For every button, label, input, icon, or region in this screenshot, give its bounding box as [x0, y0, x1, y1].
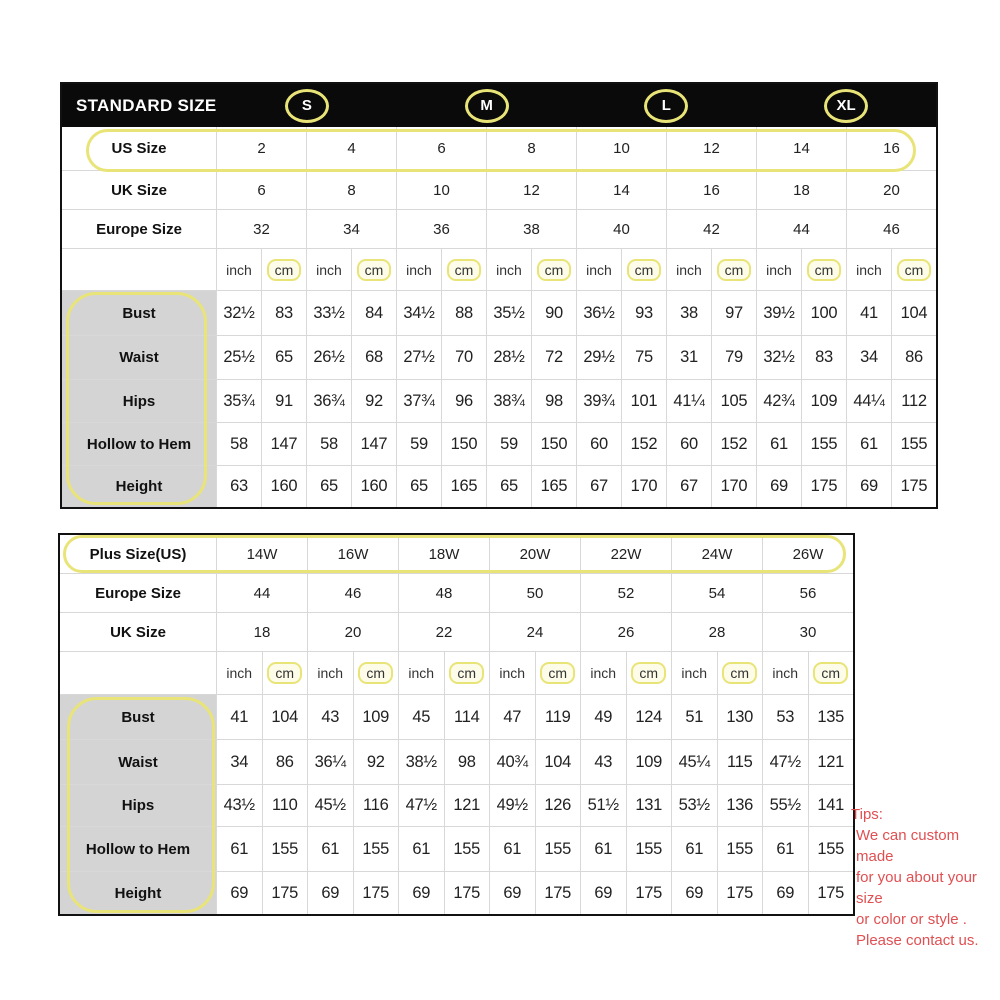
measurement-value: 121: [809, 740, 854, 784]
measurement-value: 114: [445, 695, 490, 739]
measurement-label: Height: [60, 872, 216, 914]
measurement-value: 175: [445, 872, 490, 914]
size-value: 42: [667, 210, 756, 248]
measurement-value: 98: [445, 740, 490, 784]
size-value: 26W: [763, 535, 853, 573]
size-value: 24: [490, 613, 580, 651]
measurement-label: Waist: [62, 336, 216, 379]
measurement-value: 83: [802, 336, 846, 379]
unit-cm: [263, 652, 308, 694]
unit-cm: [809, 652, 854, 694]
measurement-value: 155: [263, 827, 308, 871]
size-value: 14: [577, 171, 666, 209]
measurement-value: 104: [892, 291, 936, 335]
measurement-value: 75: [622, 336, 666, 379]
measurement-value: 116: [354, 785, 399, 826]
unit-inch: inch: [577, 249, 621, 290]
measurement-value: 152: [622, 423, 666, 465]
measurement-value: 69: [847, 466, 891, 507]
measurement-value: 53½: [672, 785, 717, 826]
plus-size-table: [58, 533, 855, 916]
size-badge-row: [217, 89, 936, 123]
measurement-value: 35¾: [217, 380, 261, 422]
measurement-value: 45: [399, 695, 444, 739]
measurement-value: 39½: [757, 291, 801, 335]
size-badge-l: L: [644, 89, 688, 123]
measurement-value: 92: [354, 740, 399, 784]
size-value: 12: [667, 127, 756, 170]
standard-table-header: [62, 84, 936, 127]
measurement-value: 49: [581, 695, 626, 739]
measurement-label: Hips: [60, 785, 216, 826]
measurement-value: 105: [712, 380, 756, 422]
size-value: 20W: [490, 535, 580, 573]
measurement-value: 131: [627, 785, 672, 826]
cm-highlight-badge: cm: [813, 662, 848, 684]
size-value: 22W: [581, 535, 671, 573]
measurement-value: 53: [763, 695, 808, 739]
unit-cm: [892, 249, 936, 290]
size-value: 4: [307, 127, 396, 170]
row-label: US Size: [62, 127, 216, 170]
measurement-value: 40¾: [490, 740, 535, 784]
measurement-value: 165: [532, 466, 576, 507]
measurement-value: 147: [352, 423, 396, 465]
tips-line: Please contact us.: [856, 932, 979, 949]
measurement-value: 91: [262, 380, 306, 422]
cm-highlight-badge: cm: [717, 259, 752, 281]
measurement-value: 67: [667, 466, 711, 507]
measurement-value: 112: [892, 380, 936, 422]
measurement-value: 59: [487, 423, 531, 465]
cm-highlight-badge: cm: [267, 259, 302, 281]
measurement-value: 155: [354, 827, 399, 871]
size-value: 14W: [217, 535, 307, 573]
measurement-value: 34½: [397, 291, 441, 335]
measurement-value: 126: [536, 785, 581, 826]
size-value: 52: [581, 574, 671, 612]
measurement-value: 34: [847, 336, 891, 379]
measurement-value: 61: [217, 827, 262, 871]
measurement-value: 155: [536, 827, 581, 871]
measurement-value: 175: [263, 872, 308, 914]
measurement-value: 175: [536, 872, 581, 914]
measurement-value: 60: [577, 423, 621, 465]
measurement-value: 135: [809, 695, 854, 739]
size-value: 18: [217, 613, 307, 651]
unit-inch: inch: [672, 652, 717, 694]
row-label: [60, 652, 216, 694]
measurement-value: 60: [667, 423, 711, 465]
measurement-value: 68: [352, 336, 396, 379]
measurement-value: 101: [622, 380, 666, 422]
cm-highlight-badge: cm: [540, 662, 575, 684]
size-value: 30: [763, 613, 853, 651]
measurement-value: 41¼: [667, 380, 711, 422]
size-value: 20: [847, 171, 936, 209]
measurement-value: 44¼: [847, 380, 891, 422]
unit-cm: [622, 249, 666, 290]
measurement-value: 155: [445, 827, 490, 871]
measurement-value: 175: [354, 872, 399, 914]
measurement-value: 41: [217, 695, 262, 739]
unit-inch: inch: [847, 249, 891, 290]
measurement-value: 160: [352, 466, 396, 507]
measurement-value: 69: [757, 466, 801, 507]
unit-inch: inch: [307, 249, 351, 290]
size-badge-xl: XL: [824, 89, 868, 123]
row-label: UK Size: [62, 171, 216, 209]
measurement-value: 88: [442, 291, 486, 335]
size-value: 44: [757, 210, 846, 248]
size-value: 46: [847, 210, 936, 248]
unit-inch: inch: [757, 249, 801, 290]
unit-inch: inch: [581, 652, 626, 694]
measurement-value: 27½: [397, 336, 441, 379]
measurement-value: 47: [490, 695, 535, 739]
measurement-value: 86: [892, 336, 936, 379]
cm-highlight-badge: cm: [358, 662, 393, 684]
measurement-value: 155: [802, 423, 846, 465]
measurement-value: 39¾: [577, 380, 621, 422]
measurement-value: 43: [308, 695, 353, 739]
measurement-label: Height: [62, 466, 216, 507]
measurement-value: 61: [399, 827, 444, 871]
measurement-value: 152: [712, 423, 756, 465]
unit-inch: inch: [217, 249, 261, 290]
measurement-value: 35½: [487, 291, 531, 335]
measurement-value: 175: [802, 466, 846, 507]
cm-highlight-badge: cm: [537, 259, 572, 281]
measurement-value: 72: [532, 336, 576, 379]
measurement-value: 93: [622, 291, 666, 335]
measurement-value: 160: [262, 466, 306, 507]
unit-inch: inch: [490, 652, 535, 694]
measurement-value: 67: [577, 466, 621, 507]
size-value: 2: [217, 127, 306, 170]
tips-line: We can custom made: [856, 827, 960, 865]
size-badge-s: S: [285, 89, 329, 123]
unit-cm: [354, 652, 399, 694]
standard-size-title: STANDARD SIZE: [76, 95, 217, 115]
measurement-value: 104: [263, 695, 308, 739]
measurement-label: Bust: [62, 291, 216, 335]
measurement-value: 84: [352, 291, 396, 335]
size-value: 16W: [308, 535, 398, 573]
measurement-value: 115: [718, 740, 763, 784]
measurement-value: 150: [442, 423, 486, 465]
measurement-value: 26½: [307, 336, 351, 379]
unit-cm: [262, 249, 306, 290]
measurement-value: 69: [217, 872, 262, 914]
measurement-value: 170: [622, 466, 666, 507]
measurement-value: 109: [354, 695, 399, 739]
tips-line: for you about your size: [856, 869, 977, 907]
row-label: Europe Size: [60, 574, 216, 612]
measurement-value: 36¾: [307, 380, 351, 422]
measurement-value: 104: [536, 740, 581, 784]
measurement-value: 49½: [490, 785, 535, 826]
measurement-value: 175: [627, 872, 672, 914]
measurement-value: 43½: [217, 785, 262, 826]
measurement-value: 61: [490, 827, 535, 871]
cm-highlight-badge: cm: [627, 259, 662, 281]
unit-cm: [627, 652, 672, 694]
measurement-value: 28½: [487, 336, 531, 379]
size-value: 48: [399, 574, 489, 612]
measurement-value: 130: [718, 695, 763, 739]
cm-highlight-badge: cm: [449, 662, 484, 684]
measurement-value: 165: [442, 466, 486, 507]
measurement-value: 65: [487, 466, 531, 507]
row-label: [62, 249, 216, 290]
size-value: 16: [667, 171, 756, 209]
size-value: 10: [397, 171, 486, 209]
measurement-value: 63: [217, 466, 261, 507]
measurement-value: 61: [308, 827, 353, 871]
measurement-value: 61: [581, 827, 626, 871]
measurement-value: 96: [442, 380, 486, 422]
measurement-value: 90: [532, 291, 576, 335]
size-value: 50: [490, 574, 580, 612]
unit-cm: [445, 652, 490, 694]
measurement-value: 34: [217, 740, 262, 784]
measurement-value: 69: [581, 872, 626, 914]
measurement-value: 29½: [577, 336, 621, 379]
cm-highlight-badge: cm: [807, 259, 842, 281]
measurement-value: 42¾: [757, 380, 801, 422]
size-value: 32: [217, 210, 306, 248]
measurement-value: 155: [892, 423, 936, 465]
measurement-value: 69: [763, 872, 808, 914]
measurement-value: 38¾: [487, 380, 531, 422]
measurement-value: 170: [712, 466, 756, 507]
measurement-value: 47½: [763, 740, 808, 784]
measurement-value: 70: [442, 336, 486, 379]
unit-cm: [442, 249, 486, 290]
cm-highlight-badge: cm: [722, 662, 757, 684]
measurement-value: 150: [532, 423, 576, 465]
measurement-value: 58: [307, 423, 351, 465]
measurement-value: 109: [627, 740, 672, 784]
measurement-value: 38: [667, 291, 711, 335]
measurement-value: 41: [847, 291, 891, 335]
tips-title: Tips:: [851, 806, 883, 823]
measurement-value: 98: [532, 380, 576, 422]
standard-table-grid: [62, 127, 936, 507]
measurement-value: 51½: [581, 785, 626, 826]
cm-highlight-badge: cm: [267, 662, 302, 684]
measurement-value: 69: [490, 872, 535, 914]
measurement-value: 175: [718, 872, 763, 914]
size-value: 40: [577, 210, 666, 248]
measurement-value: 124: [627, 695, 672, 739]
measurement-value: 175: [892, 466, 936, 507]
measurement-value: 121: [445, 785, 490, 826]
row-label: Plus Size(US): [60, 535, 216, 573]
plus-table-grid: [60, 535, 853, 914]
measurement-label: Waist: [60, 740, 216, 784]
measurement-value: 45½: [308, 785, 353, 826]
measurement-value: 69: [672, 872, 717, 914]
size-value: 38: [487, 210, 576, 248]
size-value: 54: [672, 574, 762, 612]
tips-note: [851, 804, 997, 951]
unit-inch: inch: [308, 652, 353, 694]
measurement-value: 32½: [757, 336, 801, 379]
unit-cm: [352, 249, 396, 290]
measurement-value: 32½: [217, 291, 261, 335]
measurement-value: 65: [397, 466, 441, 507]
measurement-value: 61: [757, 423, 801, 465]
size-value: 6: [217, 171, 306, 209]
measurement-value: 55½: [763, 785, 808, 826]
unit-cm: [802, 249, 846, 290]
measurement-value: 69: [308, 872, 353, 914]
measurement-value: 69: [399, 872, 444, 914]
size-value: 36: [397, 210, 486, 248]
measurement-value: 147: [262, 423, 306, 465]
measurement-value: 45¼: [672, 740, 717, 784]
cm-highlight-badge: cm: [447, 259, 482, 281]
measurement-value: 33½: [307, 291, 351, 335]
row-label: Europe Size: [62, 210, 216, 248]
measurement-value: 86: [263, 740, 308, 784]
size-value: 18: [757, 171, 846, 209]
unit-inch: inch: [399, 652, 444, 694]
measurement-label: Hollow to Hem: [60, 827, 216, 871]
unit-cm: [718, 652, 763, 694]
size-value: 12: [487, 171, 576, 209]
tips-line: or color or style .: [856, 911, 967, 928]
measurement-value: 79: [712, 336, 756, 379]
size-value: 56: [763, 574, 853, 612]
unit-inch: inch: [763, 652, 808, 694]
measurement-value: 65: [307, 466, 351, 507]
measurement-value: 110: [263, 785, 308, 826]
measurement-value: 25½: [217, 336, 261, 379]
measurement-value: 38½: [399, 740, 444, 784]
size-value: 14: [757, 127, 846, 170]
measurement-value: 43: [581, 740, 626, 784]
size-value: 8: [307, 171, 396, 209]
unit-cm: [712, 249, 756, 290]
measurement-value: 97: [712, 291, 756, 335]
unit-inch: inch: [217, 652, 262, 694]
unit-cm: [536, 652, 581, 694]
standard-size-table: [60, 82, 938, 509]
cm-highlight-badge: cm: [897, 259, 932, 281]
measurement-value: 136: [718, 785, 763, 826]
measurement-label: Bust: [60, 695, 216, 739]
measurement-value: 109: [802, 380, 846, 422]
measurement-value: 155: [627, 827, 672, 871]
measurement-label: Hips: [62, 380, 216, 422]
size-value: 34: [307, 210, 396, 248]
size-value: 46: [308, 574, 398, 612]
measurement-value: 58: [217, 423, 261, 465]
size-value: 22: [399, 613, 489, 651]
measurement-value: 59: [397, 423, 441, 465]
cm-highlight-badge: cm: [631, 662, 666, 684]
size-value: 20: [308, 613, 398, 651]
size-value: 6: [397, 127, 486, 170]
measurement-value: 119: [536, 695, 581, 739]
size-value: 10: [577, 127, 666, 170]
unit-inch: inch: [487, 249, 531, 290]
size-value: 8: [487, 127, 576, 170]
size-value: 44: [217, 574, 307, 612]
measurement-value: 36¼: [308, 740, 353, 784]
measurement-value: 31: [667, 336, 711, 379]
measurement-value: 36½: [577, 291, 621, 335]
row-label: UK Size: [60, 613, 216, 651]
unit-inch: inch: [667, 249, 711, 290]
size-badge-m: M: [465, 89, 509, 123]
measurement-value: 51: [672, 695, 717, 739]
size-value: 28: [672, 613, 762, 651]
measurement-value: 61: [847, 423, 891, 465]
measurement-value: 100: [802, 291, 846, 335]
measurement-value: 83: [262, 291, 306, 335]
measurement-value: 175: [809, 872, 854, 914]
measurement-value: 155: [809, 827, 854, 871]
cm-highlight-badge: cm: [357, 259, 392, 281]
size-value: 24W: [672, 535, 762, 573]
measurement-value: 37¾: [397, 380, 441, 422]
size-value: 26: [581, 613, 671, 651]
size-value: 18W: [399, 535, 489, 573]
measurement-value: 47½: [399, 785, 444, 826]
measurement-value: 65: [262, 336, 306, 379]
unit-cm: [532, 249, 576, 290]
measurement-value: 92: [352, 380, 396, 422]
measurement-value: 61: [763, 827, 808, 871]
unit-inch: inch: [397, 249, 441, 290]
measurement-label: Hollow to Hem: [62, 423, 216, 465]
measurement-value: 141: [809, 785, 854, 826]
measurement-value: 155: [718, 827, 763, 871]
measurement-value: 61: [672, 827, 717, 871]
size-value: 16: [847, 127, 936, 170]
